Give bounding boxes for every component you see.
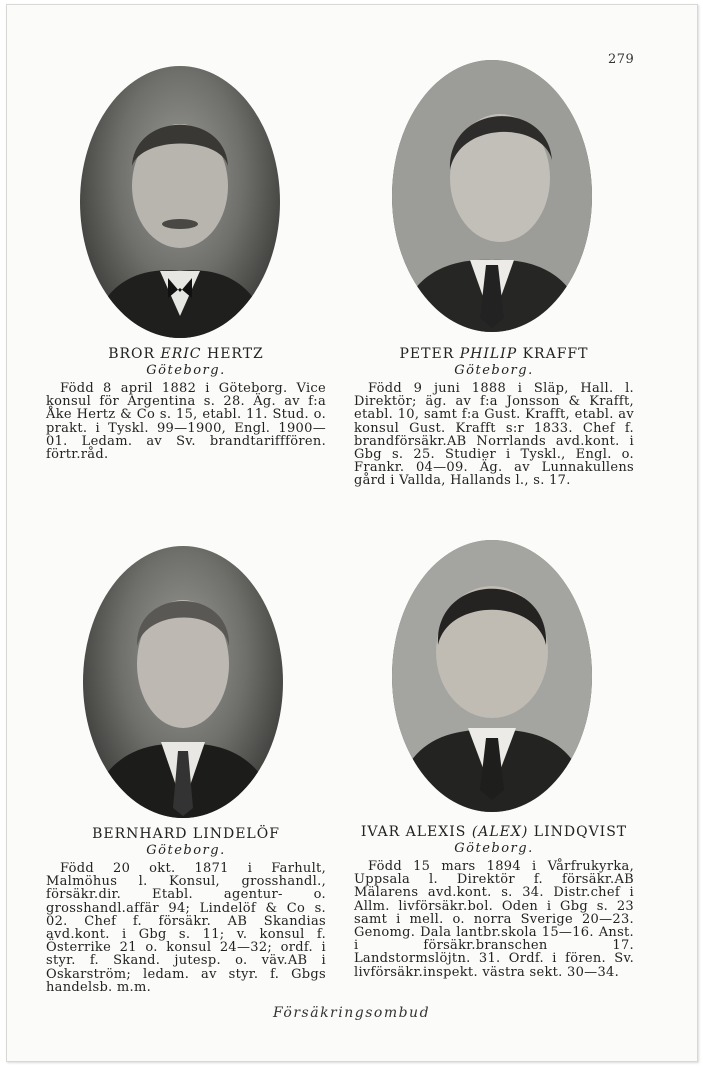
nickname: (ALEX)	[471, 824, 529, 840]
city: Göteborg.	[146, 843, 226, 858]
first-name: IVAR ALEXIS	[360, 824, 467, 840]
page-number: 279	[608, 52, 635, 67]
page-footer-section-title: Försäkringsombud	[272, 1005, 431, 1021]
biography-text: Född 8 april 1882 i Göteborg. Vice konsul för Argentina s. 28. Äg. av f:a Åke Hertz & Co s. 15, etabl. 11. Stud. o. prakt. i Tyskl. 99—1900, Engl. 1900—01. Ledam. av Sv. brandtarifffören. förtr.råd.	[46, 381, 326, 463]
person-name	[46, 826, 326, 843]
nickname: ERIC	[160, 346, 202, 362]
first-name: BERNHARD LINDELÖF	[92, 826, 280, 842]
biography-text: Född 9 juni 1888 i Släp, Hall. l. Direktör; äg. av f:a Jonsson & Krafft, etabl. 10, samt f:a Gust. Krafft, etabl. av konsul Gust. Krafft s:r 1833. Chef f. brandförsäkr.AB Norrlands avd.kont. i Gbg s. 25. Studier i Tyskl., Engl. o. Frankr. 04—09. Äg. av Lunnakullens gård i Vallda, Hallands l., s. 17.	[354, 381, 634, 489]
biography-entry-lindelof	[46, 826, 326, 994]
biography-entry-lindqvist	[354, 824, 634, 979]
nickname: PHILIP	[459, 346, 518, 362]
biography-text: Född 15 mars 1894 i Vårfrukyrka, Uppsala l. Direktör f. försäkr.AB Mälarens avd.kont. s. 34. Distr.chef i Allm. livförsäkr.bol. Oden i Gbg s. 23 samt i mell. o. norra Sverige 20—23. Genomg. Dala lantbr.skola 15—16. Anst. i försäkr.branschen 17. Landstormslöjtn. 31. Ordf. i fören. Sv. livförsäkr.inspekt. västra sekt. 30—34.	[354, 859, 634, 980]
person-name	[46, 346, 326, 363]
person-name	[354, 346, 634, 363]
portrait-photo-lindqvist	[392, 540, 592, 812]
portrait-photo-hertz	[80, 66, 280, 338]
portrait-photo-krafft	[392, 60, 592, 332]
first-name: BROR	[108, 346, 156, 362]
first-name: PETER	[399, 346, 455, 362]
biography-entry-hertz	[46, 346, 326, 461]
portrait-photo-lindelof	[83, 546, 283, 818]
city: Göteborg.	[454, 363, 534, 378]
last-name: HERTZ	[206, 346, 264, 362]
biography-text: Född 20 okt. 1871 i Farhult, Malmöhus l. Konsul, grosshandl., försäkr.dir. Etabl. agentur- o. grosshandl.affär 94; Lindelöf & Co s. 02. Chef f. försäkr. AB Skandias avd.kont. i Gbg s. 11; v. konsul f. Österrike 21 o. konsul 24—32; ordf. i styr. f. Skand. jutesp. o. väv.AB i Oskarström; ledam. av styr. f. Gbgs handelsb. m.m.	[46, 861, 326, 995]
biography-entry-krafft	[354, 346, 634, 488]
last-name: LINDQVIST	[533, 824, 628, 840]
last-name: KRAFFT	[522, 346, 589, 362]
person-name	[354, 824, 634, 841]
city: Göteborg.	[454, 841, 534, 856]
city: Göteborg.	[146, 363, 226, 378]
